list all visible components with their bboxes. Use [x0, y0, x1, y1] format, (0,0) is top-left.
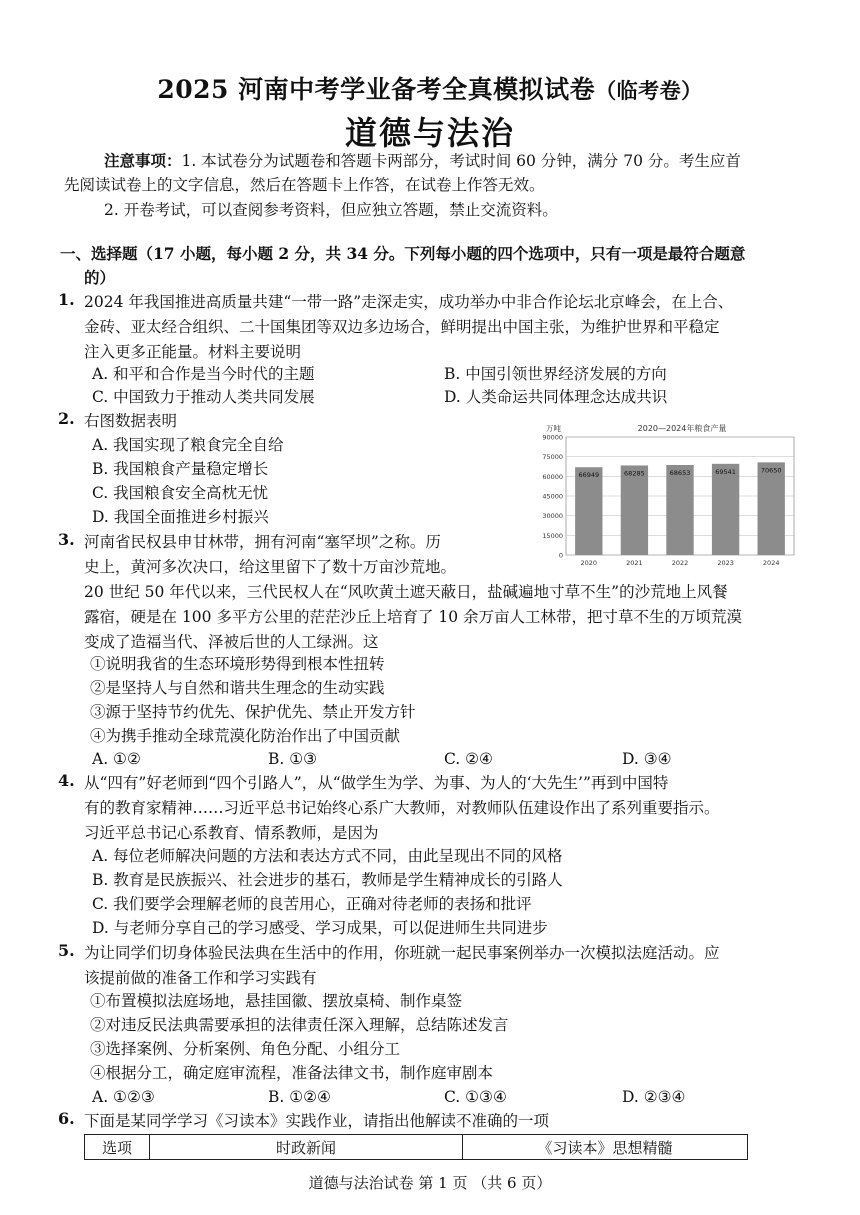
chart-value-label: 66949: [578, 471, 600, 480]
chart-x-tick-label: 2020: [580, 559, 598, 567]
notice-line-3: 2. 开卷考试，可以查阅参考资料，但应独立答题，禁止交流资料。: [104, 201, 558, 219]
chart-y-tick-label: 75000: [542, 453, 563, 462]
q3-stem-1: 河南省民权县申甘林带，拥有河南“塞罕坝”之称。历: [84, 533, 441, 551]
q3-option-b: B. ①③: [268, 750, 318, 768]
q2-option-c: C. 我国粮食安全高枕无忧: [92, 484, 269, 502]
q5-stem-2: 该提前做的准备工作和学习实践有: [84, 969, 317, 987]
chart-x-tick-label: 2022: [671, 559, 689, 567]
q6-header-essence: 《习读本》思想精髓: [463, 1135, 748, 1160]
chart-y-tick-label: 30000: [542, 512, 563, 521]
chart-x-tick-label: 2024: [762, 559, 780, 567]
q5-option-a: A. ①②③: [92, 1088, 155, 1106]
q1-stem-2: 金砖、亚太经合组织、二十国集团等双边多边场合，鲜明提出中国主张，为维护世界和平稳定: [84, 318, 720, 336]
chart-x-tick-label: 2021: [626, 559, 643, 567]
table-row: [85, 1135, 748, 1160]
q2-number: 2.: [58, 409, 75, 428]
q4-number: 4.: [58, 771, 75, 790]
chart-y-tick-label: 45000: [542, 492, 563, 501]
q4-option-d: D. 与老师分享自己的学习感受、学习成果，可以促进师生共同进步: [92, 919, 548, 937]
section-heading: 一、选择题（17 小题，每小题 2 分，共 34 分。下列每小题的四个选项中，只有一项是最符合题意: [60, 244, 746, 263]
q1-stem-3: 注入更多正能量。材料主要说明: [84, 343, 302, 361]
q2-option-a: A. 我国实现了粮食完全自给: [92, 436, 284, 454]
page-footer: 道德与法治试卷 第 1 页 （共 6 页）: [308, 1174, 552, 1192]
chart-value-label: 70650: [760, 466, 782, 475]
q2-option-b: B. 我国粮食产量稳定增长: [92, 460, 269, 478]
chart-y-tick-label: 60000: [542, 472, 563, 481]
q3-stem-4: 露宿，硬是在 100 多平方公里的茫茫沙丘上培育了 10 余万亩人工林带，把寸草不生的万顷荒漠: [84, 608, 743, 626]
notice-line-1: [104, 148, 741, 174]
q6-number: 6.: [58, 1109, 75, 1128]
chart-value-label: 68653: [669, 468, 691, 477]
chart-y-tick-label: 90000: [542, 433, 563, 442]
q2-stem: 右图数据表明: [84, 412, 178, 430]
q5-stem-1: 为让同学们切身体验民法典在生活中的作用，你班就一起民事案例举办一次模拟法庭活动。应: [84, 944, 720, 962]
q4-option-a: A. 每位老师解决问题的方法和表达方式不同，由此呈现出不同的风格: [92, 847, 563, 865]
q3-option-a: A. ①②: [92, 750, 141, 768]
chart-bar: [758, 462, 785, 555]
q3-stem-5: 变成了造福当代、泽被后世的人工绿洲。这: [84, 633, 379, 651]
chart-value-label: 69541: [715, 467, 736, 476]
exam-title-main: 2025 河南中考学业备考全真模拟试卷: [157, 75, 596, 104]
q3-stem-2: 史上，黄河多次决口，给这里留下了数十万亩沙荒地。: [84, 558, 457, 576]
subject-title: 道德与法治: [344, 114, 515, 152]
q5-statement-3: ③选择案例、分析案例、角色分配、小组分工: [90, 1040, 401, 1058]
chart-bar: [575, 467, 602, 555]
q3-statement-3: ③源于坚持节约优先、保护优先、禁止开发方针: [90, 703, 416, 721]
chart-title: 2020—2024年粮食产量: [637, 424, 727, 433]
q5-option-d: D. ②③④: [622, 1088, 686, 1106]
q3-statement-1: ①说明我省的生态环境形势得到根本性扭转: [90, 655, 385, 673]
q4-stem-2: 有的教育家精神……习近平总书记始终心系广大教师，对教师队伍建设作出了系列重要指示。: [84, 799, 720, 817]
q5-statement-2: ②对违反民法典需要承担的法律责任深入理解，总结陈述发言: [90, 1016, 509, 1034]
q3-stem-3: 20 世纪 50 年代以来，三代民权人在“风吹黄土遮天蔽日，盐碱遍地寸草不生”的沙荒地上风餐: [84, 583, 728, 601]
q3-statement-4: ④为携手推动全球荒漠化防治作出了中国贡献: [90, 727, 401, 745]
notice-line-2: 先阅读试卷上的文字信息，然后在答题卡上作答，在试卷上作答无效。: [64, 176, 545, 194]
q3-statement-2: ②是坚持人与自然和谐共生理念的生动实践: [90, 679, 385, 697]
chart-bar: [666, 465, 693, 555]
q5-option-b: B. ①②④: [268, 1088, 331, 1106]
notice-label: 注意事项：: [104, 151, 182, 170]
chart-value-label: 68285: [624, 469, 645, 478]
q5-option-c: C. ①③④: [444, 1088, 507, 1106]
chart-y-tick-label: 0: [558, 551, 563, 560]
q3-option-c: C. ②④: [444, 750, 493, 768]
grain-output-chart: [532, 417, 802, 575]
q4-option-c: C. 我们要学会理解老师的良苦用心，正确对待老师的表扬和批评: [92, 895, 532, 913]
q1-number: 1.: [58, 290, 75, 309]
chart-bar: [621, 465, 648, 555]
exam-title-sub: （临考卷）: [595, 78, 703, 103]
notice-text-1: 1. 本试卷分为试题卷和答题卡两部分，考试时间 60 分钟，满分 70 分。考生应首: [181, 152, 741, 170]
q1-option-d: D. 人类命运共同体理念达成共识: [444, 388, 668, 406]
chart-bar: [712, 464, 739, 555]
q4-stem-3: 习近平总书记心系教育、情系教师，是因为: [84, 824, 379, 842]
q2-option-d: D. 我国全面推进乡村振兴: [92, 508, 269, 526]
q4-stem-1: 从“四有”好老师到“四个引路人”，从“做学生为学、为事、为人的‘大先生’”再到中国特: [84, 774, 669, 792]
q6-stem: 下面是某同学学习《习读本》实践作业，请指出他解读不准确的一项: [84, 1112, 550, 1130]
q1-option-c: C. 中国致力于推动人类共同发展: [92, 388, 315, 406]
q6-header-option: 选项: [85, 1135, 150, 1160]
q3-option-d: D. ③④: [622, 750, 672, 768]
q3-number: 3.: [58, 530, 75, 549]
q5-statement-4: ④根据分工，确定庭审流程，准备法律文书，制作庭审剧本: [90, 1064, 494, 1082]
q4-option-b: B. 教育是民族振兴、社会进步的基石，教师是学生精神成长的引路人: [92, 871, 563, 889]
chart-ylabel: 万吨: [546, 424, 561, 433]
q1-option-b: B. 中国引领世界经济发展的方向: [444, 365, 667, 383]
q1-option-a: A. 和平和合作是当今时代的主题: [92, 365, 315, 383]
section-heading-cont: 的）: [84, 268, 116, 287]
q1-stem-1: 2024 年我国推进高质量共建“一带一路”走深走实，成功举办中非合作论坛北京峰会，在上合、: [84, 293, 734, 311]
q6-table: [84, 1134, 748, 1160]
exam-title: [0, 70, 860, 106]
q6-header-news: 时政新闻: [150, 1135, 463, 1160]
chart-x-tick-label: 2023: [717, 559, 734, 567]
q5-number: 5.: [58, 941, 75, 960]
q5-statement-1: ①布置模拟法庭场地，悬挂国徽、摆放桌椅、制作桌签: [90, 992, 463, 1010]
chart-y-tick-label: 15000: [542, 531, 563, 540]
